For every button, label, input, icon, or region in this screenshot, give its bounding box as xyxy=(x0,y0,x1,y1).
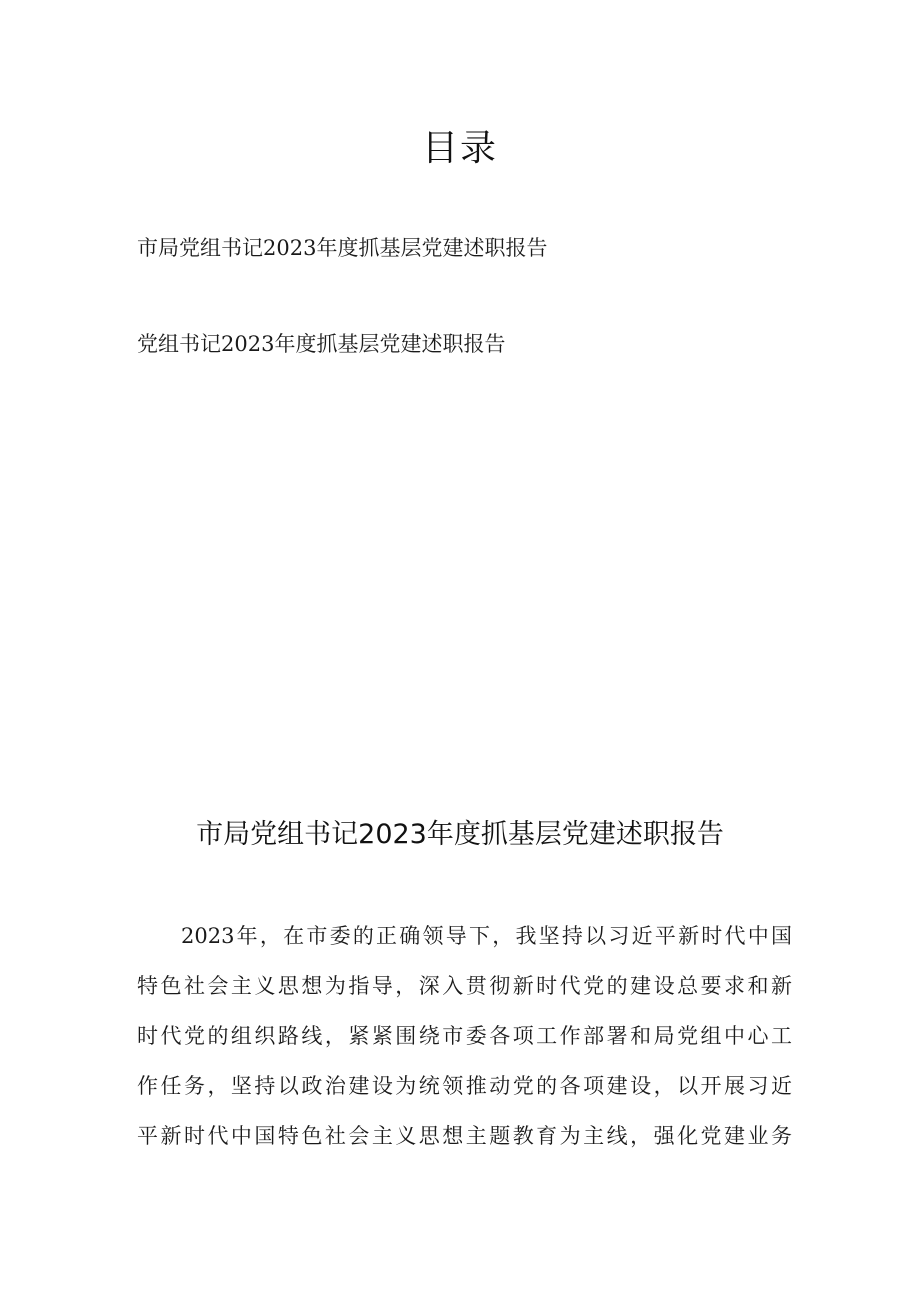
toc-entry-2[interactable]: 党组书记2023年度抓基层党建述职报告 xyxy=(137,332,506,356)
toc-heading: 目录 xyxy=(421,128,498,169)
paragraph-line-5: 平新时代中国特色社会主义思想主题教育为主线，强化党建业务 xyxy=(137,1124,792,1148)
report-body xyxy=(137,911,792,1161)
paragraph-line-3: 时代党的组织路线，紧紧围绕市委各项工作部署和局党组中心工 xyxy=(137,1024,792,1048)
report-title: 市局党组书记2023年度抓基层党建述职报告 xyxy=(196,819,724,850)
toc-entry-1[interactable]: 市局党组书记2023年度抓基层党建述职报告 xyxy=(137,236,548,260)
paragraph-line-1: 2023年，在市委的正确领导下，我坚持以习近平新时代中国 xyxy=(181,924,792,948)
paragraph-line-4: 作任务，坚持以政治建设为统领推动党的各项建设，以开展习近 xyxy=(137,1074,792,1098)
paragraph-line-2: 特色社会主义思想为指导，深入贯彻新时代党的建设总要求和新 xyxy=(137,974,792,998)
